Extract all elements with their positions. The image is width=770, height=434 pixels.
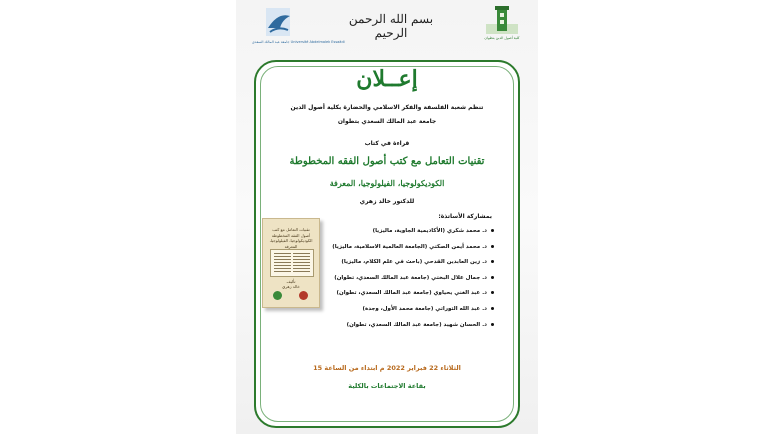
list-item: د. عبد الغني يحياوي (جامعة عبد المالك السعدي، تطوان) xyxy=(314,286,494,302)
bullet-icon xyxy=(491,323,494,326)
list-item: د. عبد الله التوراتي (جامعة محمد الأول، وجدة) xyxy=(314,302,494,318)
book-cover-author: تأليف خالد زهري xyxy=(282,279,300,289)
faculty-logo-text: كلية أصول الدين بتطوان xyxy=(484,36,520,40)
list-item: د. محمد أيمن الصكتي (الجامعة العالمية الاسلامية، ماليزيا) xyxy=(314,240,494,256)
minaret-logo-icon xyxy=(480,4,524,36)
bullet-icon xyxy=(491,307,494,310)
dove-logo-icon xyxy=(252,6,304,40)
participants-title: بمشاركة الأساتذة: xyxy=(438,213,492,220)
bullet-icon xyxy=(491,291,494,294)
book-cover-title: تقنيات التعامل مع كتب أصول الفقه المخطوطة الكوديكولوجيا، الفيلولوجيا، المعرفة xyxy=(269,227,313,249)
publisher-seal-icon xyxy=(299,291,308,300)
author-line: للدكتور خالد زهري xyxy=(359,198,415,205)
announcement-poster xyxy=(236,0,538,434)
bullet-icon xyxy=(491,260,494,263)
reading-label: قراءة في كتاب xyxy=(364,140,410,147)
participants-list xyxy=(314,224,494,333)
announcement-title: إعــلان xyxy=(356,66,418,92)
list-item: د. الحسان شهيد (جامعة عبد المالك السعدي، تطوان) xyxy=(314,318,494,334)
publisher-seal-icon xyxy=(273,291,282,300)
book-title-line-2: الكوديكولوجيا، الفيلولوجيا، المعرفة xyxy=(329,178,445,188)
book-title-line-1: تقنيات التعامل مع كتب أصول الفقه المخطوطة xyxy=(289,156,485,167)
list-item: د. زين العابدين القدحي (باحث في علم الكلام، ماليزيا) xyxy=(314,255,494,271)
bullet-icon xyxy=(491,229,494,232)
event-date: الثلاثاء 22 فبراير 2022 م ابتداء من الساعة 15 xyxy=(313,364,461,372)
event-venue: بقاعة الاجتماعات بالكلية xyxy=(348,382,426,390)
university-logo xyxy=(252,6,345,48)
faculty-logo xyxy=(480,4,524,48)
organizer-line-2: جامعة عبد المالك السعدي بتطوان xyxy=(337,118,437,125)
book-cover-image xyxy=(262,218,320,308)
manuscript-illustration xyxy=(270,249,314,277)
bullet-icon xyxy=(491,245,494,248)
list-item: د. محمد شكري (الأكاديمية الجاوية، ماليزيا) xyxy=(314,224,494,240)
basmala: بسم الله الرحمن الرحيم xyxy=(348,12,434,40)
organizer-line-1: تنظم شعبة الفلسفة والفكر الاسلامي والحضارة بكلية أصول الدين xyxy=(290,104,484,111)
bullet-icon xyxy=(491,276,494,279)
university-logo-text: جامعة عبد المالك السعدي Université Abdelmalek Essaâdi xyxy=(252,40,345,44)
list-item: د. جمال علال البختي (جامعة عبد المالك السعدي، تطوان) xyxy=(314,271,494,287)
